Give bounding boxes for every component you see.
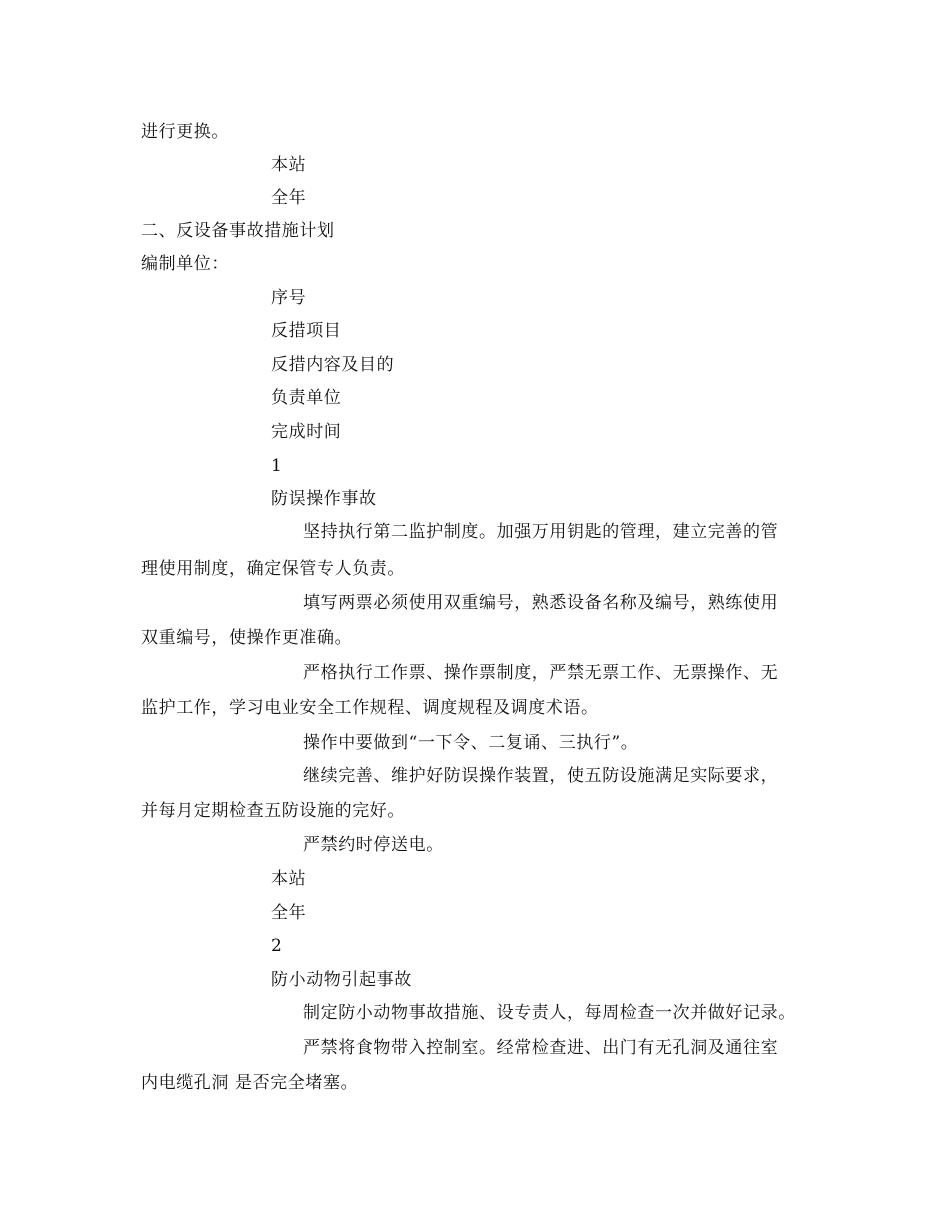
table-header-cell: 序号	[271, 288, 307, 308]
text-line: 坚持执行第二监护制度。加强万用钥匙的管理，建立完善的管	[303, 522, 779, 542]
text-line: 严禁约时停送电。	[303, 835, 444, 855]
text-line: 监护工作，学习电业安全工作规程、调度规程及调度术语。	[141, 698, 599, 718]
table-cell: 1	[271, 456, 283, 476]
text-line: 并每月定期检查五防设施的完好。	[141, 801, 405, 821]
text-line: 严禁将食物带入控制室。经常检查进、出门有无孔洞及通往室	[303, 1038, 779, 1058]
table-cell: 防误操作事故	[271, 489, 377, 509]
table-cell: 2	[271, 936, 283, 956]
table-header-cell: 反措项目	[271, 321, 342, 341]
section-heading: 二、反设备事故措施计划	[141, 221, 335, 241]
table-header-cell: 负责单位	[271, 388, 342, 408]
table-cell: 全年	[271, 903, 307, 923]
text-line: 双重编号，使操作更准确。	[141, 628, 353, 648]
text-line: 继续完善、维护好防误操作装置，使五防设施满足实际要求，	[303, 766, 779, 786]
text-line: 填写两票必须使用双重编号，熟悉设备名称及编号，熟练使用	[303, 593, 779, 613]
table-header-cell: 反措内容及目的	[271, 355, 395, 375]
table-cell: 本站	[271, 869, 307, 889]
text-line: 编制单位：	[141, 254, 229, 274]
table-cell: 防小动物引起事故	[271, 970, 412, 990]
text-line: 制定防小动物事故措施、设专责人，每周检查一次并做好记录。	[303, 1003, 796, 1023]
text-line: 全年	[271, 188, 307, 208]
text-line: 操作中要做到“一下令、二复诵、三执行”。	[303, 733, 639, 753]
text-line: 理使用制度，确定保管专人负责。	[141, 559, 405, 579]
text-line: 内电缆孔洞 是否完全堵塞。	[141, 1073, 359, 1093]
text-line: 本站	[271, 155, 307, 175]
text-line: 严格执行工作票、操作票制度，严禁无票工作、无票操作、无	[303, 663, 779, 683]
text-line: 进行更换。	[141, 122, 229, 142]
table-header-cell: 完成时间	[271, 422, 342, 442]
